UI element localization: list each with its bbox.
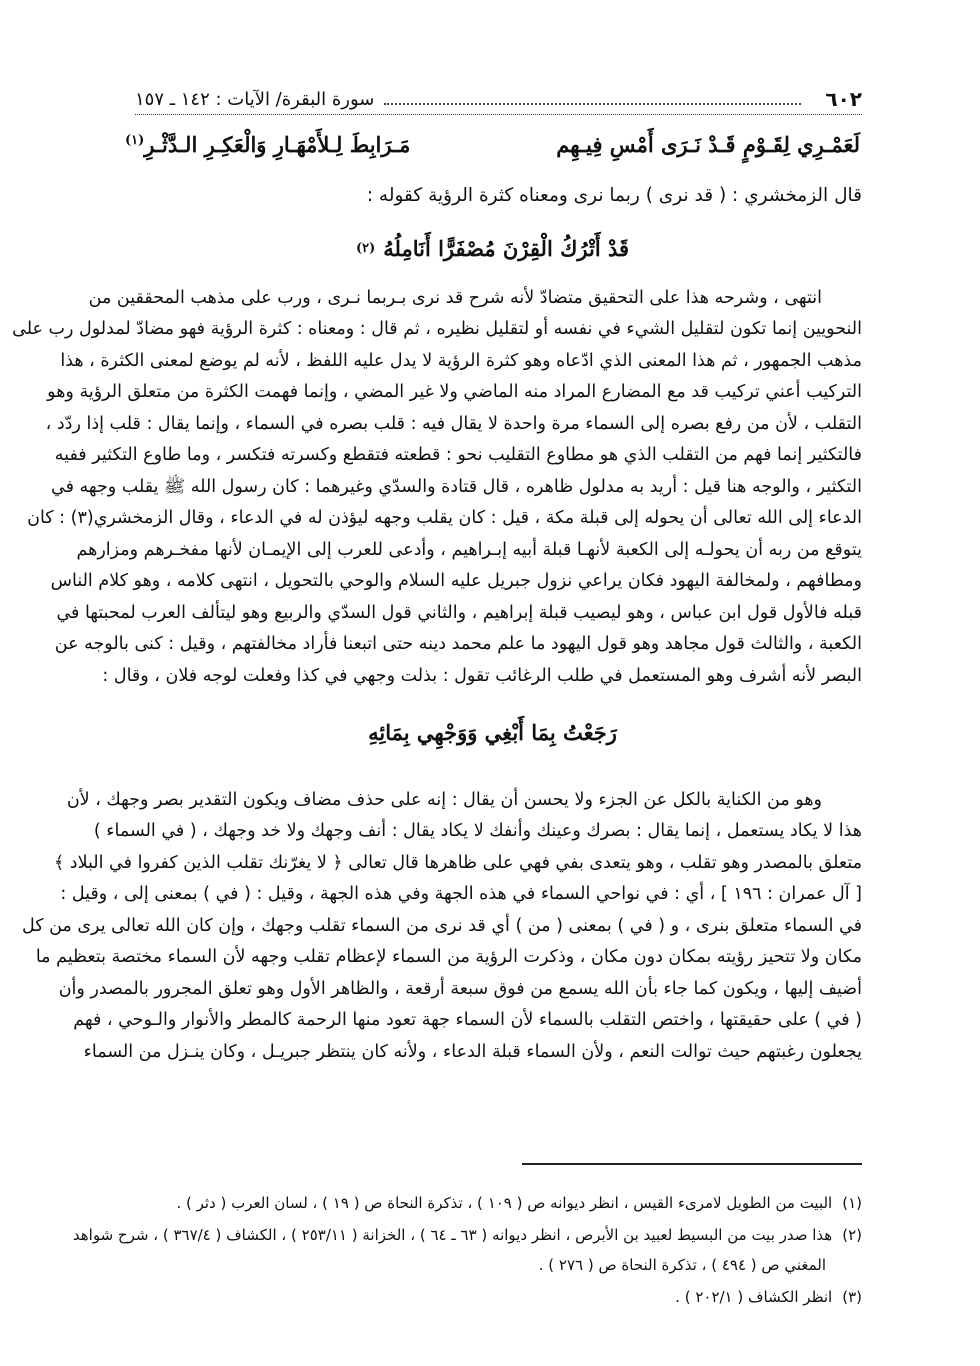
verse-second-hemistich: مَـرَابِطَ لِـلأَمْهَـارِ وَالْعَكِـرِ الـدَّثْـرِ$^{(١)}$ — [125, 131, 411, 157]
text-line: ( في ) على حقيقتها ، واختص التقلب بالسماء لأن السماء جهة تعود منها الرحمة كالمطر والأنوار والـوحي ، فهم — [73, 1010, 862, 1030]
text-line: هذا لا يكاد يستعمل ، إنما يقال : بصرك وعينك وأنفك لا يكاد يقال : أنف وجهك ولا خد وجهك ، ( في السماء ) — [93, 821, 862, 841]
text-line: البصر لأنه أشرف وهو المستعمل في طلب الرغائب تقول : بذلت وجهي في كذا وفعلت لوجه فلان ، وقال : — [102, 666, 862, 686]
poetry-verse-1 — [125, 124, 860, 164]
header-leader-dots — [384, 93, 801, 105]
text-line: يتوقع من ربه أن يحولـه إلى الكعبة لأنهـا قبلة أبيه إبـراهيم ، وأدعى للعرب إلى الإيمـان لأنها مفخـرهم ومزارهم — [76, 540, 862, 560]
footnote-ref-2: (٢) — [355, 240, 376, 256]
footnote-text: المغني ص ( ٤٩٤ ) ، تذكرة النحاة ص ( ٢٧٦ ) . — [538, 1256, 826, 1274]
poetry-verse-3 — [125, 712, 860, 752]
text-line: النحويين إنما تكون لتقليل الشيء في نفسه أو لتقليل نظيره ، ثم قال : ومعناه : كثرة الرؤية فهو مضادّ لمدلول رب على — [12, 319, 862, 339]
text-line: فالتكثير إنما فهم من التقلب الذي هو مطاوع التقليب نحو : قطعته فتقطع وكسرته فتكسر ، وما طاوع التكثير ففيه — [54, 445, 862, 465]
text-line: يجعلون رغبتهم حيث توالت النعم ، ولأن السماء قبلة الدعاء ، ولأنه كان ينتظر جبريـل ، وكان ينـزل من السماء — [83, 1042, 862, 1062]
text-line: ومطافهم ، ولمخالفة اليهود فكان يراعي نزول جبريل عليه السلام والوحي بالتحويل ، انتهى كلامه ، وهو كلام الناس — [50, 571, 862, 591]
verse-3-text: رَجَعْتُ بِمَا أَبْغِي وَوَجْهِي بِمَائِهِ — [368, 719, 617, 745]
footnote-ref-1: (١) — [125, 132, 145, 148]
text-line: وهو من الكناية بالكل عن الجزء ولا يحسن أن يقال : إنه على حذف مضاف ويكون التقدير بصر وجهك ، لأن — [66, 790, 822, 810]
footnote-number: (١) — [842, 1194, 862, 1212]
verse-first-hemistich: لَعَمْـرِي لِقَـوْمٍ قَـدْ نَـرَى أَمْسِ فِيـهِم — [556, 131, 860, 157]
text-line: في السماء متعلق بنرى ، و ( في ) بمعنى ( من ) أي قد نرى من السماء تقلب وجهك ، وإن كان الله تعالى يرى من كل — [21, 916, 862, 936]
text-line: انتهى ، وشرحه هذا على التحقيق متضادّ لأنه شرح قد نرى بـربما نـرى ، ورب على مذهب المحققين من — [88, 288, 822, 308]
footnote-number: (٢) — [842, 1226, 862, 1244]
text-line: التركيب أعني تركيب قد مع المضارع المراد منه الماضي ولا غير المضي ، وإنما فهمت الكثرة من متعلق الرؤية وهو — [47, 382, 862, 402]
poetry-verse-2 — [125, 228, 860, 268]
page-header — [135, 84, 862, 115]
footnote-number: (٣) — [842, 1288, 862, 1306]
footnote-text: البيت من الطويل لامرىء القيس ، انظر ديوانه ص ( ١٠٩ ) ، تذكرة النحاة ص ( ١٩ ) ، لسان العرب ( دثر ) . — [176, 1194, 833, 1212]
text-line: الدعاء إلى الله تعالى أن يحوله إلى قبلة مكة ، قيل : كان يقلب وجهه ليؤذن له في الدعاء ، وقال الزمخشري(٣) : كان — [27, 508, 862, 528]
footnote-text: انظر الكشاف ( ٢٠٢/١ ) . — [675, 1288, 833, 1306]
text-line: متعلق بالمصدر وهو تقلب ، وهو يتعدى بفي فهي على ظاهرها قال تعالى ﴿ لا يغرّنك تقلب الذين كفروا في البلاد ﴾ — [53, 853, 862, 873]
text-line: مذهب الجمهور ، ثم هذا المعنى الذي ادّعاه وهو كثرة الرؤية لا يدل عليه اللفظ ، لأنه لم يوضع لمعنى الكثرة ، هذا — [60, 351, 862, 371]
footnote-text: هذا صدر بيت من البسيط لعبيد بن الأبرص ، انظر ديوانه ( ٦٣ ـ ٦٤ ) ، الخزانة ( ٢٥٣/١١ ) ، الكشاف ( ٣٦٧/٤ ) ، شرح شواهد — [72, 1226, 833, 1244]
footnote-3 — [120, 1284, 862, 1310]
text-line: قبله فالأول قول ابن عباس ، وهو ليصيب قبلة إبراهيم ، والثاني قول السدّي والربيع وهو ليتألف العرب لمحبتها في — [56, 603, 862, 623]
footnote-2 — [72, 1222, 862, 1248]
footnote-divider — [522, 1163, 862, 1165]
footnote-1 — [120, 1190, 862, 1216]
footnote-2-continued — [120, 1252, 862, 1278]
intro-line: قال الزمخشري : ( قد نرى ) ربما نرى ومعناه كثرة الرؤية كقوله : — [366, 185, 862, 206]
text-line: مكان ولا تتحيز رؤيته بمكان دون مكان ، وذكرت الرؤية من السماء لإعظام تقلب وجهه لأن السماء مختصة بتعظيم ما — [35, 947, 862, 967]
running-title: سورة البقرة/ الآيات : ١٤٢ ـ ١٥٧ — [135, 88, 375, 110]
text-line: [ آل عمران : ١٩٦ ] ، أي : في نواحي السماء في هذه الجهة وفي هذه الجهة ، وقيل : ( في ) بمعنى إلى ، وقيل : — [60, 884, 862, 904]
text-line: أضيف إليها ، ويكون كما جاء بأن الله يسمع من فوق سبعة أرقعة ، والظاهر الأول وهو تعلق المجرور بالمصدر وأن — [58, 979, 862, 999]
text-line: الكعبة ، والثالث قول مجاهد وهو قول اليهود ما علم محمد دينه حتى اتبعنا فأراد مخالفتهم ، وقيل : كنى بالوجه عن — [54, 634, 862, 654]
page-number: ٦٠٢ — [825, 87, 862, 111]
text-line: التكثير ، والوجه هنا قيل : أريد به مدلول ظاهره ، قال قتادة والسدّي وغيرهما : كان رسول الله ﷺ يقلب وجهه في — [50, 477, 862, 497]
verse-2-text: قَدْ أَتْرُكُ الْقِرْنَ مُصْفَرًّا أَنَامِلُهُ — [383, 235, 630, 261]
text-line: التقلب ، لأن من رفع بصره إلى السماء مرة واحدة لا يقال فيه : قلب بصره في السماء ، وإنما يقال : قلب إذا ردّد ، — [45, 414, 862, 434]
